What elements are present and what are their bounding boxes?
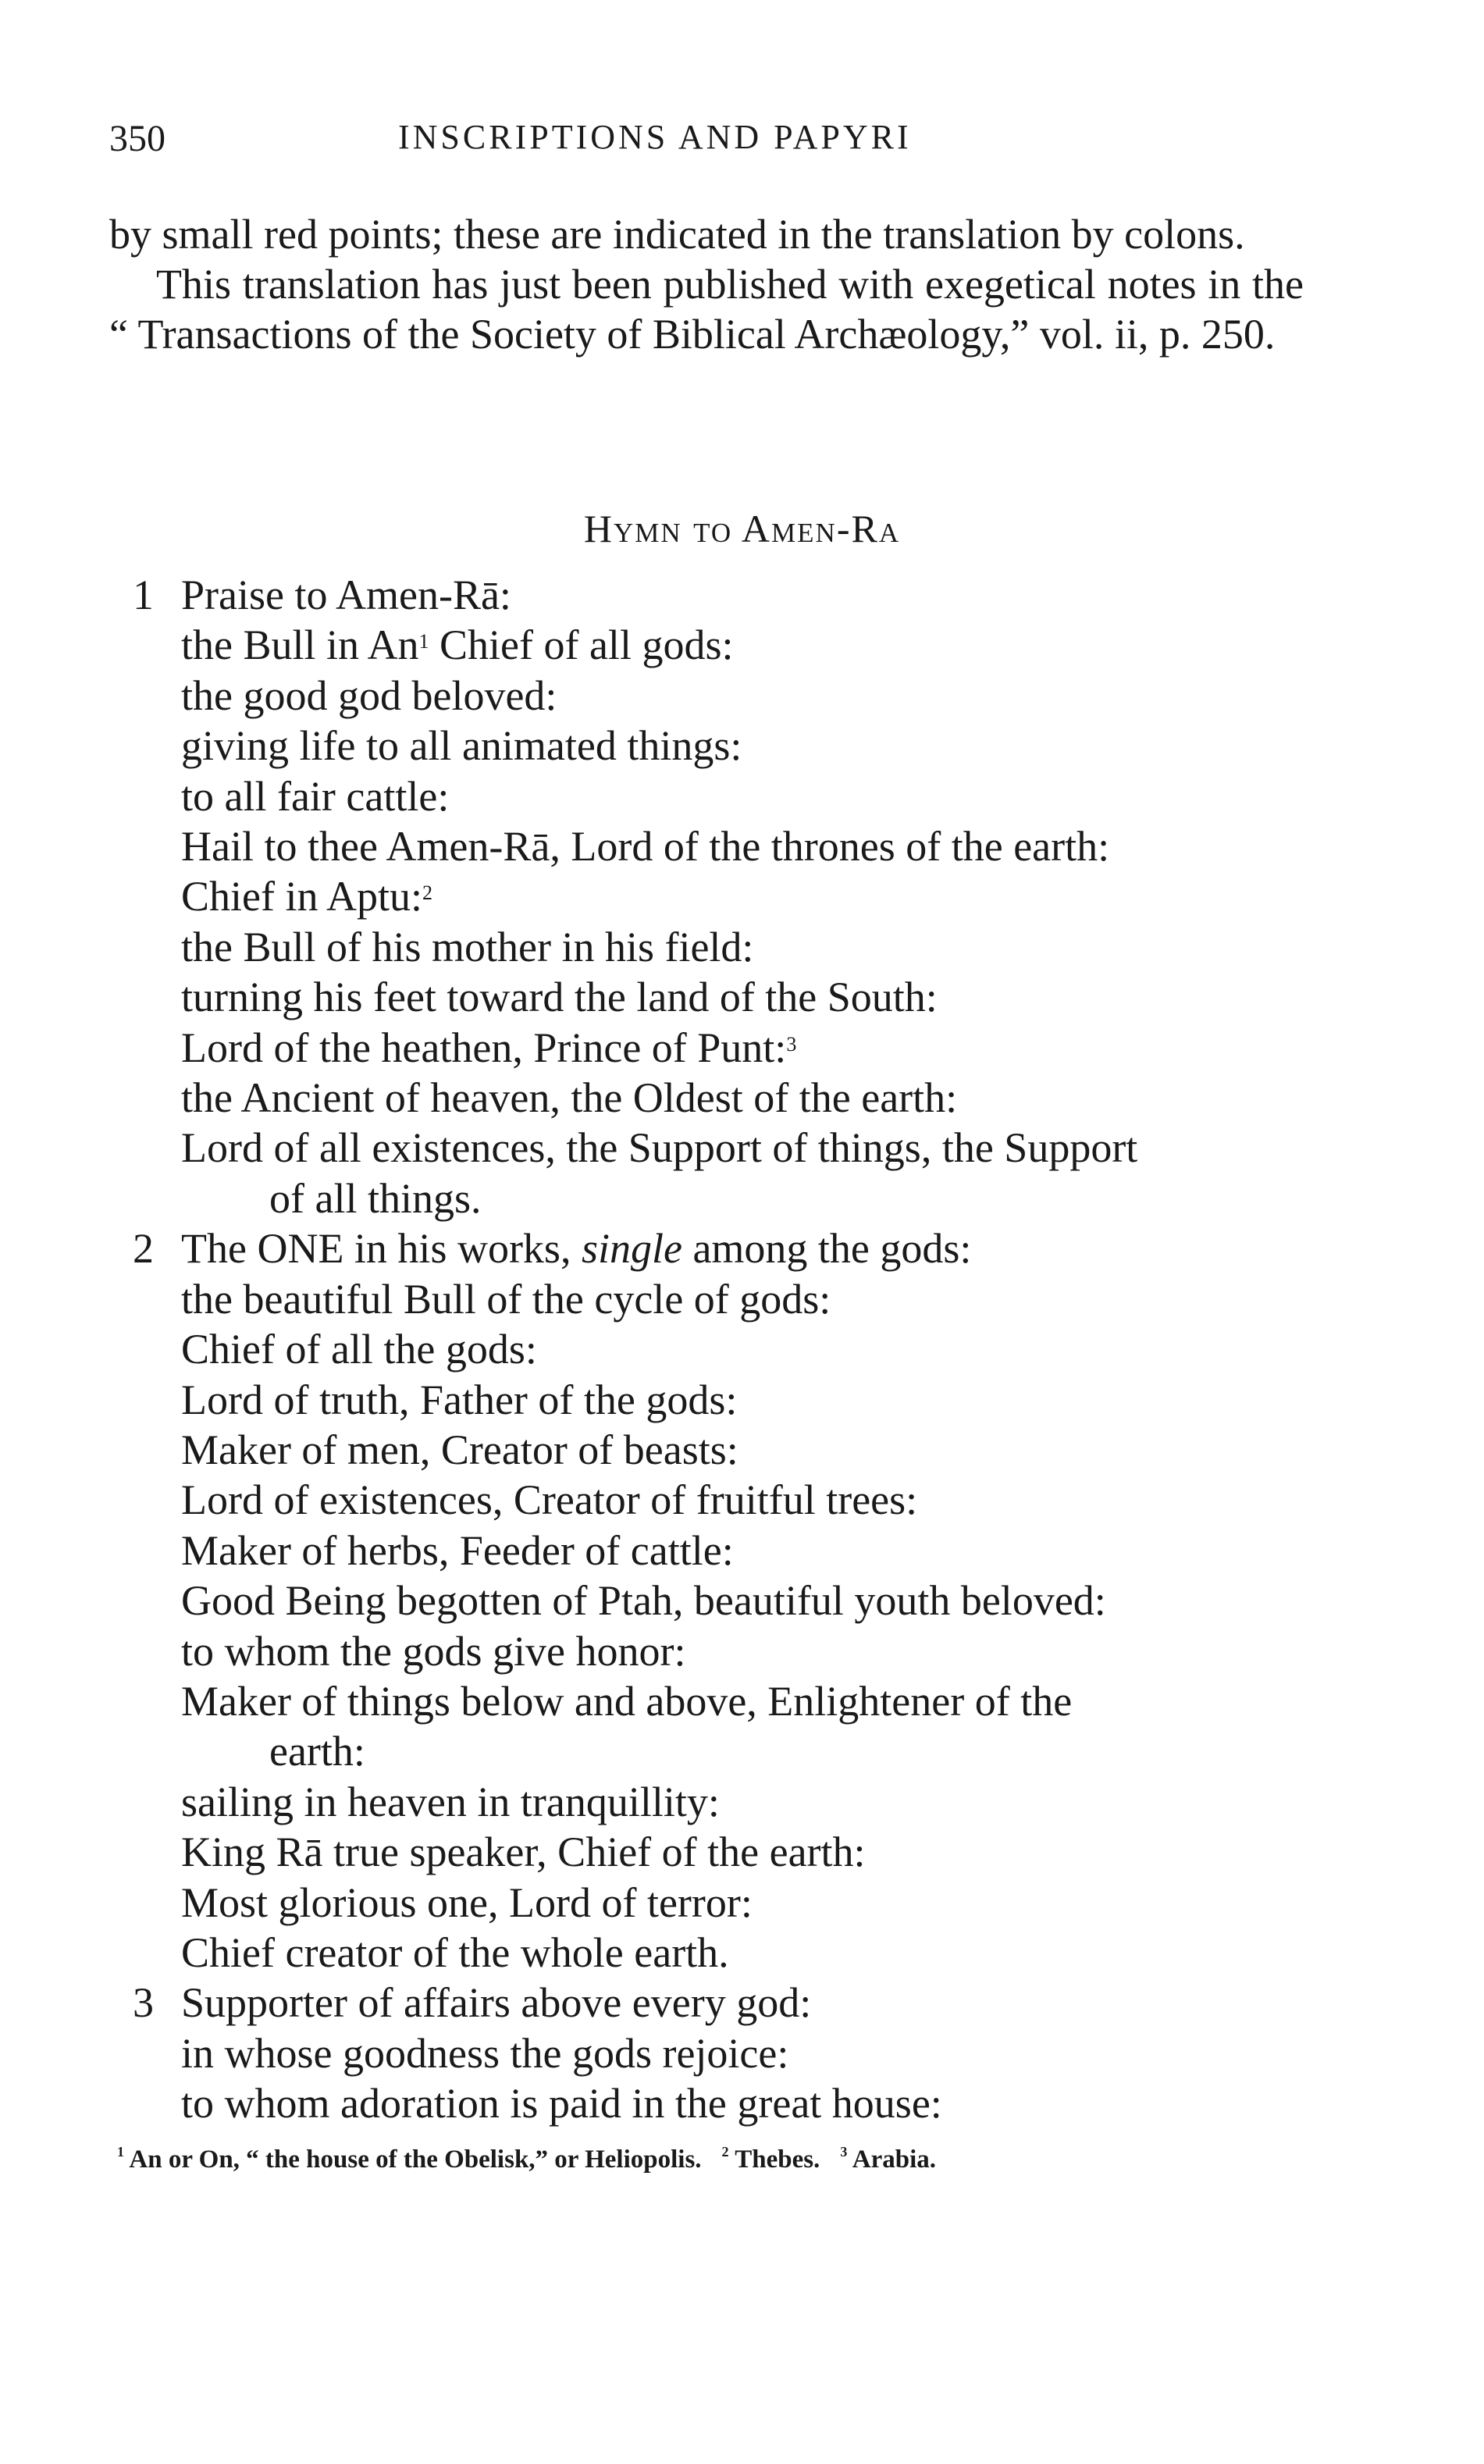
verse-text: The ONE in his works,	[181, 1225, 582, 1273]
verse-number: 3	[133, 1979, 154, 2027]
verse-text: the Bull of his mother in his field:	[181, 923, 754, 970]
verse-text: to whom adoration is paid in the great house:	[181, 2080, 942, 2128]
verse-number: 1	[133, 571, 154, 618]
verse-line	[133, 1173, 1304, 1223]
verse-line	[133, 1274, 1304, 1324]
verse-line	[133, 922, 1304, 972]
verse-text: the beautiful Bull of the cycle of gods:	[181, 1275, 831, 1323]
verse-line	[133, 2028, 1304, 2078]
verse-line	[133, 972, 1304, 1022]
verse-text: the Ancient of heaven, the Oldest of the earth:	[181, 1074, 958, 1122]
footnote-mark: 1	[117, 2144, 124, 2160]
intro-paragraph-2: This translation has just been published with exegetical notes in the “ Transactions of the Society of Biblical Archæology,” vol. ii, p. 250.	[109, 261, 1304, 358]
verse-text: in whose goodness the gods rejoice:	[181, 2029, 789, 2077]
verse-text: turning his feet toward the land of the South:	[181, 974, 938, 1021]
footnotes	[117, 2145, 1304, 2174]
verse-number: 2	[133, 1225, 154, 1273]
verse-text: to whom the gods give honor:	[181, 1627, 686, 1675]
verse-text: to all fair cattle:	[181, 772, 450, 820]
verse-line	[133, 1223, 1304, 1273]
verse-text: Lord of existences, Creator of fruitful trees:	[181, 1476, 918, 1524]
footnote-ref: 3	[786, 1032, 797, 1056]
verse-text: Maker of herbs, Feeder of cattle:	[181, 1526, 734, 1574]
verse-line	[133, 1777, 1304, 1827]
verse-line	[133, 1626, 1304, 1676]
verse-text: Maker of things below and above, Enlightener of the	[181, 1677, 1073, 1725]
verse-line	[133, 1576, 1304, 1625]
verse-line	[133, 1676, 1304, 1726]
verse-text: Lord of the heathen, Prince of Punt:	[181, 1024, 787, 1071]
verse-line	[133, 2078, 1304, 2128]
verse-text: Lord of truth, Father of the gods:	[181, 1376, 738, 1423]
verse-line	[133, 570, 1304, 620]
verse-line	[133, 1324, 1304, 1374]
verse-line	[133, 821, 1304, 871]
verse-text: Supporter of affairs above every god:	[181, 1979, 812, 2027]
intro-paragraph-1: by small red points; these are indicated in the translation by colons.	[109, 211, 1245, 258]
footnote-ref: 2	[422, 881, 432, 905]
verse-text: Praise to Amen-Rā:	[181, 571, 511, 618]
verse-text: sailing in heaven in tranquillity:	[181, 1778, 720, 1825]
verse-line	[133, 1827, 1304, 1877]
verse-text-tail: among the gods:	[682, 1225, 972, 1273]
footnote-text: Thebes.	[728, 2145, 820, 2174]
running-title: INSCRIPTIONS AND PAPYRI	[398, 118, 912, 156]
verse-line	[133, 1375, 1304, 1425]
verse-line	[133, 1526, 1304, 1576]
verse-text: of all things.	[269, 1174, 482, 1222]
verse-line	[133, 721, 1304, 771]
verse-line	[133, 771, 1304, 821]
verse-line	[133, 1023, 1304, 1073]
verse-line	[133, 1878, 1304, 1928]
footnote-text: An or On, “ the house of the Obelisk,” or Heliopolis.	[124, 2145, 702, 2174]
verse-text: giving life to all animated things:	[181, 722, 742, 770]
verse-line	[133, 871, 1304, 921]
verse-text: Most glorious one, Lord of terror:	[181, 1878, 753, 1926]
verse-text: the good god beloved:	[181, 671, 557, 719]
page-header	[109, 117, 1304, 172]
verse-text: King Rā true speaker, Chief of the earth:	[181, 1828, 866, 1876]
verse-line	[133, 1073, 1304, 1123]
footnote-mark: 2	[721, 2144, 729, 2160]
verse-text: Good Being begotten of Ptah, beautiful youth beloved:	[181, 1577, 1106, 1625]
verse-text: Hail to thee Amen-Rā, Lord of the thrones of the earth:	[181, 823, 1110, 871]
intro-text	[109, 209, 1304, 359]
page-number: 350	[109, 118, 165, 159]
verse-text: Chief creator of the whole earth.	[181, 1928, 729, 1976]
footnote-text: Arabia.	[847, 2145, 936, 2174]
verse-line	[133, 620, 1304, 670]
footnote	[722, 2145, 820, 2174]
verse-line	[133, 671, 1304, 721]
verse-text: Chief of all the gods:	[181, 1326, 537, 1373]
verse-text: earth:	[269, 1728, 365, 1775]
verse-line	[133, 1726, 1304, 1776]
footnote	[117, 2145, 702, 2174]
verse-line	[133, 1425, 1304, 1475]
hymn-title: Hymn to Amen-Ra	[583, 507, 901, 550]
footnote-mark: 3	[840, 2144, 848, 2160]
verse-emphasis: single	[581, 1225, 682, 1273]
verse-text-tail: Chief of all gods:	[429, 621, 734, 669]
verse-line	[133, 1978, 1304, 2028]
footnote	[840, 2145, 936, 2174]
verse-text: Lord of all existences, the Support of things, the Support	[181, 1124, 1138, 1172]
verse-text: Maker of men, Creator of beasts:	[181, 1426, 738, 1473]
footnote-ref: 1	[418, 630, 429, 653]
hymn-verses	[133, 570, 1304, 2129]
verse-text: the Bull in An	[181, 621, 419, 669]
verse-line	[133, 1475, 1304, 1525]
verse-line	[133, 1928, 1304, 1978]
verse-text: Chief in Aptu:	[181, 873, 422, 920]
verse-line	[133, 1123, 1304, 1173]
